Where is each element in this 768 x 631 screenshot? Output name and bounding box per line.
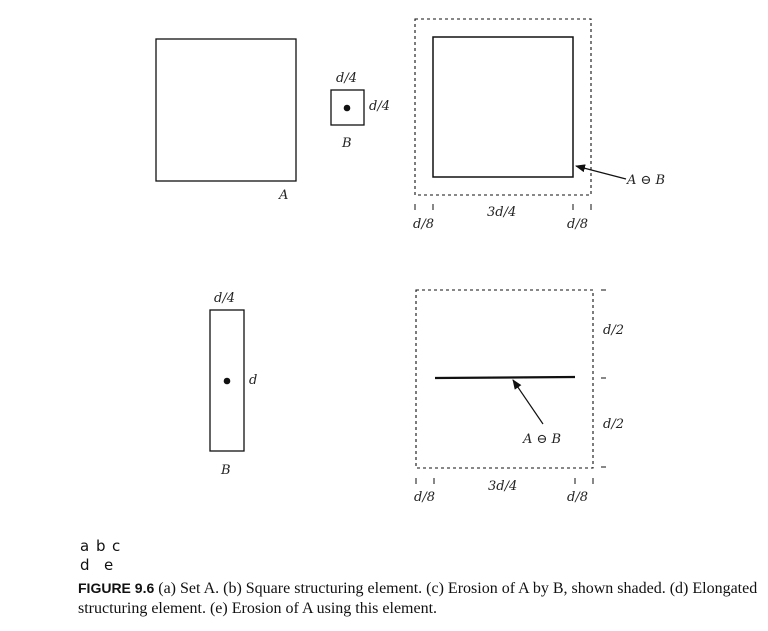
element-d-label: B [221, 463, 231, 478]
erosion-result-label: A ⊖ B [523, 432, 562, 447]
panel-e [414, 290, 624, 505]
panel-letter-row [80, 537, 200, 556]
figure-number: FIGURE 9.6 [78, 580, 155, 596]
element-b-top-dimension: d/4 [336, 71, 357, 86]
figure-caption [78, 578, 758, 619]
set-a-square [156, 39, 296, 181]
center-width-dimension: 3d/4 [487, 205, 517, 220]
left-margin-dimension: d/8 [413, 217, 434, 232]
element-d-top-dimension: d/4 [214, 291, 235, 306]
left-margin-dimension: d/8 [414, 490, 435, 505]
right-margin-dimension: d/8 [567, 490, 588, 505]
original-set-outline-dashed [415, 19, 591, 195]
panel-b [331, 71, 390, 151]
origin-dot [344, 105, 351, 112]
upper-height-dimension: d/2 [603, 323, 624, 338]
erosion-pointer-arrow [513, 380, 543, 424]
center-width-dimension: 3d/4 [488, 479, 518, 494]
panel-c [413, 19, 665, 232]
panel-letter-row [80, 556, 200, 575]
eroded-set-line [435, 377, 575, 378]
panel-letter: b [96, 537, 106, 555]
erosion-result-label: A ⊖ B [627, 173, 666, 188]
element-b-side-dimension: d/4 [369, 99, 390, 114]
eroded-set-square [433, 37, 573, 177]
panel-letter: c [112, 537, 121, 555]
right-margin-dimension: d/8 [567, 217, 588, 232]
panel-letter: d [80, 556, 90, 574]
origin-dot [224, 378, 231, 385]
caption-text: (a) Set A. (b) Square structuring element. (c) Erosion of A by B, shown shaded. (d) Elongated structuring element. (e) Erosion of A using this element. [78, 580, 758, 617]
lower-height-dimension: d/2 [603, 417, 624, 432]
panel-letter: e [104, 556, 114, 574]
element-b-label: B [342, 136, 352, 151]
panel-d [210, 291, 257, 478]
right-dimension-ticks [601, 290, 606, 467]
panel-letter-key [80, 537, 200, 577]
set-a-label: A [279, 188, 289, 203]
panel-letter: a [80, 537, 90, 555]
element-d-side-dimension: d [249, 373, 258, 388]
erosion-pointer-arrow [576, 166, 626, 179]
panel-a [156, 39, 296, 203]
